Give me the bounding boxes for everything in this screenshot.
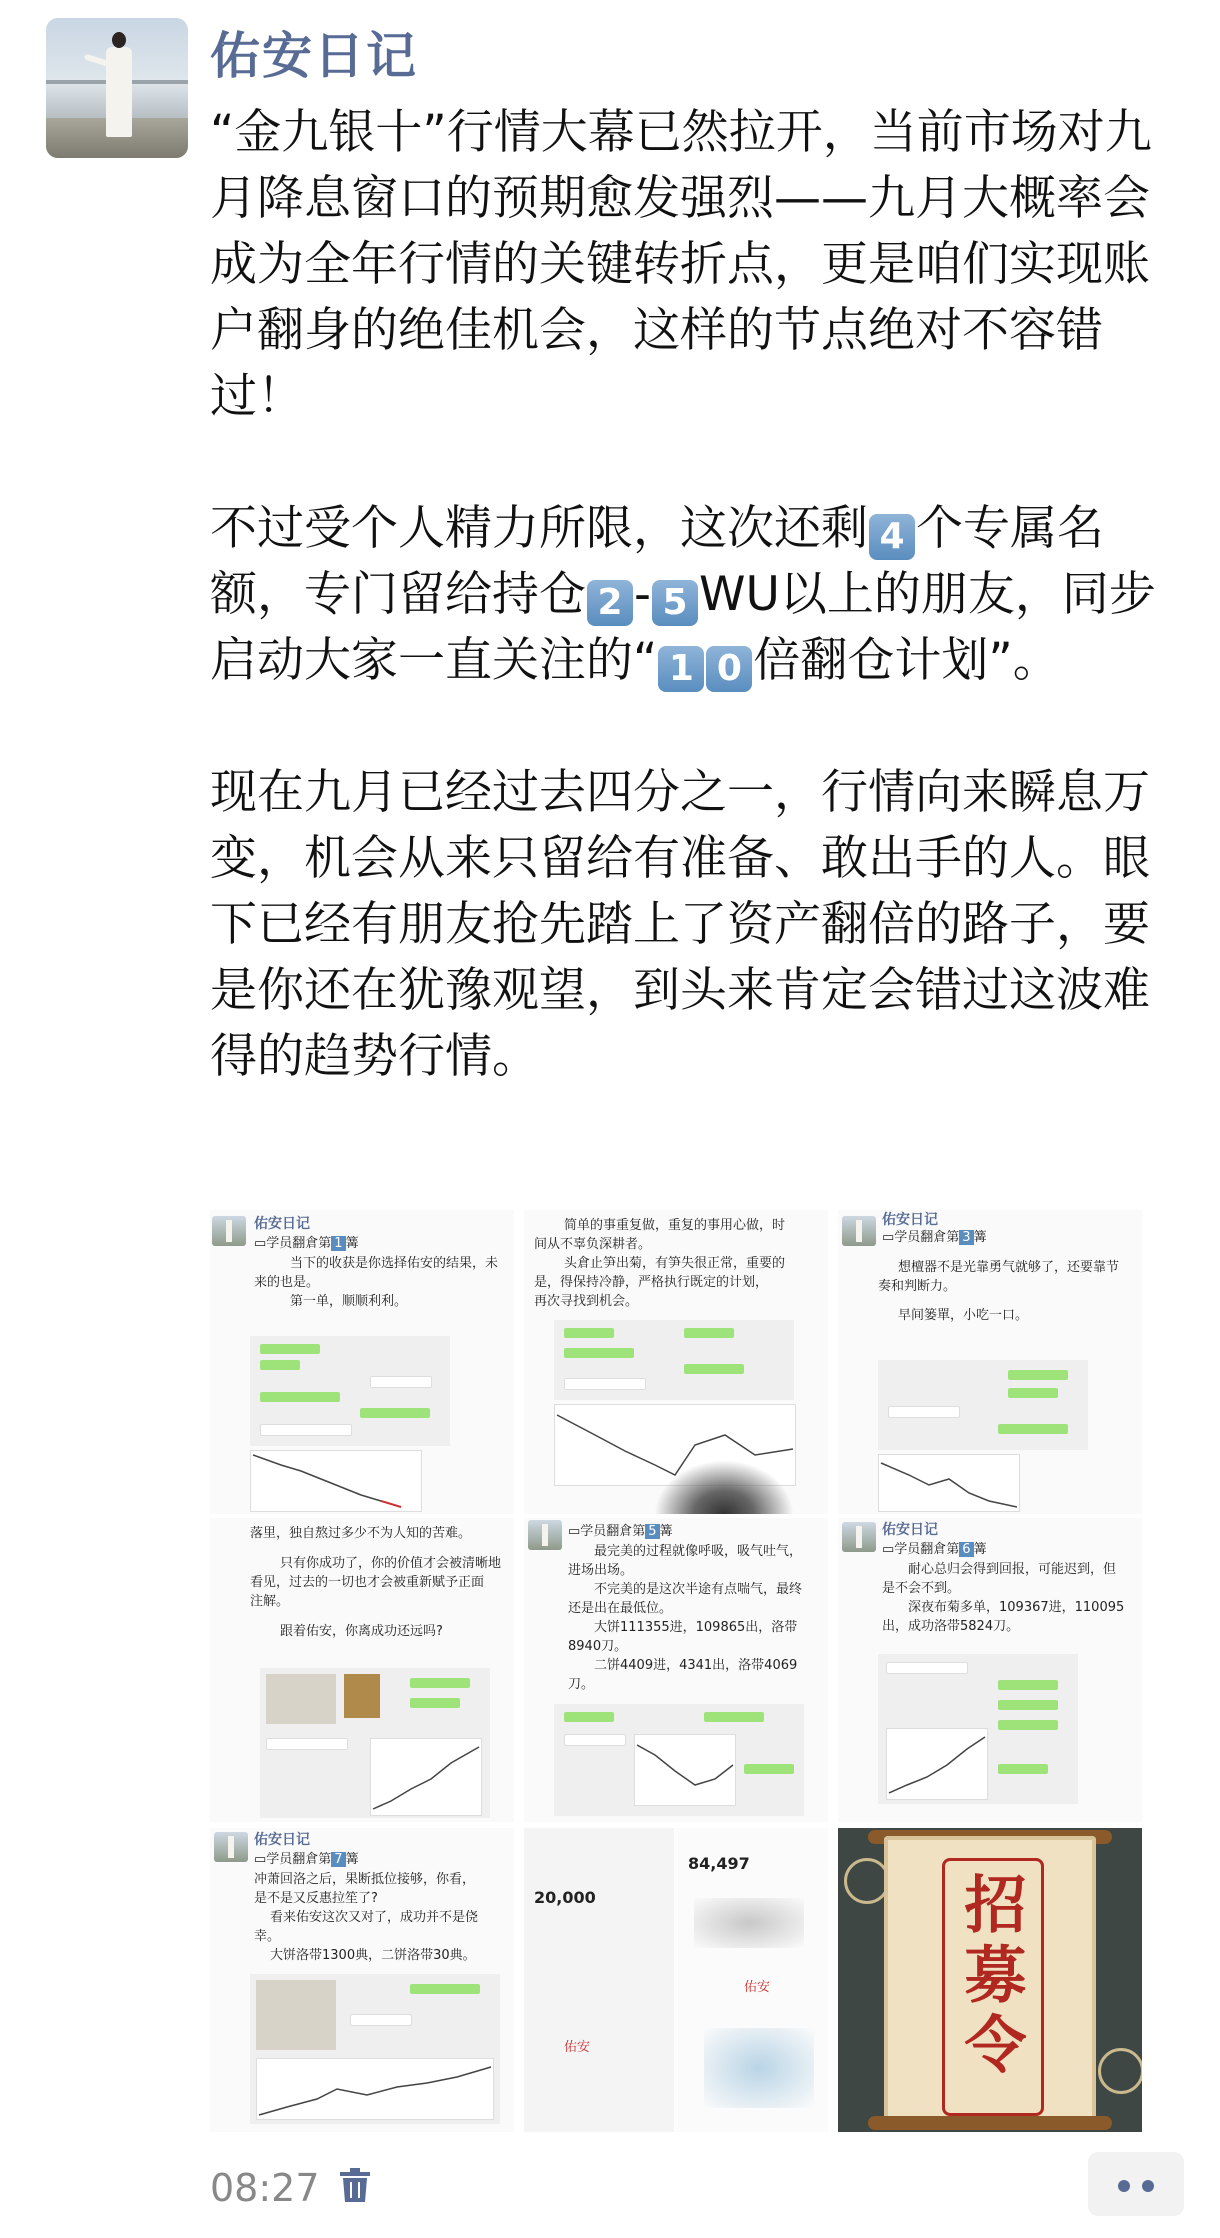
chat-bubble bbox=[1008, 1388, 1058, 1398]
tile-author: 佑安日记 bbox=[254, 1216, 310, 1232]
tile-title-prefix: ▭学员翻倉第 bbox=[254, 1852, 332, 1867]
tile-title-suffix: 篝 bbox=[659, 1524, 673, 1539]
image-thumbnail-6[interactable] bbox=[838, 1518, 1142, 1822]
wallet-screenshot-left bbox=[524, 1828, 674, 2132]
tile-title-num: 7 bbox=[331, 1852, 345, 1867]
tile-title bbox=[254, 1850, 359, 1869]
author-avatar[interactable] bbox=[46, 18, 188, 158]
tile-chat-screenshot bbox=[554, 1320, 794, 1400]
chat-bubble bbox=[684, 1328, 734, 1338]
tile-line: 深夜布菊多单，109367进，110095 bbox=[908, 1600, 1125, 1615]
tile-title bbox=[882, 1228, 987, 1247]
tile-line: 还是出在最低位。 bbox=[568, 1601, 673, 1616]
tile-title-num: 6 bbox=[959, 1542, 973, 1557]
tile-chat-screenshot bbox=[878, 1360, 1088, 1450]
tile-title-prefix: ▭学员翻倉第 bbox=[882, 1230, 960, 1245]
tile-line: 落里，独自熬过多少不为人知的苦难。 bbox=[250, 1526, 472, 1541]
tile-line: 大饼111355进，109865出，洛带 bbox=[594, 1620, 798, 1635]
tile-chat-screenshot bbox=[250, 1974, 500, 2124]
tile-line: 进场出场。 bbox=[568, 1563, 634, 1578]
tile-price-chart bbox=[878, 1454, 1020, 1512]
tile-line: 跟着佑安，你离成功还远吗? bbox=[280, 1624, 443, 1639]
chat-bubble bbox=[564, 1712, 614, 1722]
chat-bubble bbox=[260, 1344, 320, 1354]
paragraph-3-text: 现在九月已经过去四分之一，行情向来瞬息万变，机会从来只留给有准备、敢出手的人。眼下已经有朋友抢先踏上了资产翻倍的路子，要是你还在犹豫观望，到头来肯定会错过这波难得的趋势行情。 bbox=[210, 765, 1150, 1084]
tile-price-chart bbox=[256, 2058, 494, 2120]
tile-line: 看来佑安这次又对了，成功并不是侥 bbox=[270, 1910, 479, 1925]
more-dot bbox=[1142, 2180, 1154, 2192]
tile-title-prefix: ▭学员翻倉第 bbox=[882, 1542, 960, 1557]
image-thumbnail-4[interactable] bbox=[210, 1518, 514, 1822]
chat-bubble bbox=[998, 1700, 1058, 1710]
chart-line bbox=[879, 1455, 1019, 1511]
chart-line bbox=[257, 2059, 493, 2119]
chat-bubble bbox=[888, 1406, 960, 1418]
calligraphy-card bbox=[256, 1980, 336, 2050]
tile-line: 冲萧回洛之后，果断抵位接够，你看， bbox=[254, 1872, 476, 1887]
chat-bubble bbox=[998, 1680, 1058, 1690]
tile-avatar bbox=[842, 1522, 876, 1552]
keycap-digit: 0 bbox=[706, 646, 752, 692]
tile-chat-screenshot bbox=[554, 1704, 804, 1816]
chat-bubble bbox=[684, 1364, 744, 1374]
avatar-person bbox=[104, 32, 134, 138]
tile-line: 奏和判断力。 bbox=[878, 1279, 957, 1294]
image-grid bbox=[210, 1210, 1142, 2132]
chat-bubble bbox=[260, 1392, 340, 1402]
recruit-title: 招募令 bbox=[954, 1872, 1027, 2082]
tile-line: 第一单，顺顺利利。 bbox=[290, 1294, 408, 1309]
chat-bubble bbox=[564, 1328, 614, 1338]
chart-line bbox=[635, 1735, 735, 1805]
chart-line bbox=[887, 1729, 987, 1799]
tile-title-suffix: 篝 bbox=[973, 1542, 987, 1557]
ink-landscape bbox=[654, 1460, 794, 1514]
chat-bubble bbox=[704, 1712, 764, 1722]
paragraph-2-text-d: 倍翻仓计划”。 bbox=[753, 633, 1060, 688]
watermark-text: 佑安 bbox=[564, 2040, 591, 2055]
paragraph-2-text-c: WU以上的朋友，同步启动大家一直关注的“ bbox=[210, 567, 1156, 688]
post-paragraph-1 bbox=[210, 100, 1160, 430]
cloud-ornament bbox=[1098, 2048, 1142, 2094]
image-thumbnail-2[interactable] bbox=[524, 1210, 828, 1514]
chat-bubble bbox=[564, 1734, 626, 1746]
tile-title-prefix: ▭学员翻倉第 bbox=[568, 1524, 646, 1539]
blurred-area bbox=[704, 2028, 814, 2108]
image-thumbnail-7[interactable] bbox=[210, 1828, 514, 2132]
keycap-digit: 2 bbox=[587, 580, 633, 626]
scroll-rod bbox=[868, 2116, 1112, 2130]
tile-line: 幸。 bbox=[254, 1929, 281, 1944]
tile-avatar bbox=[214, 1832, 248, 1862]
author-name[interactable]: 佑安日记 bbox=[210, 27, 418, 85]
tile-price-chart bbox=[886, 1728, 988, 1800]
chat-bubble bbox=[564, 1348, 634, 1358]
chat-bubble bbox=[410, 1698, 460, 1708]
tile-line: 出，成功洛带5824刀。 bbox=[882, 1619, 1020, 1634]
tile-author: 佑安日记 bbox=[882, 1212, 938, 1228]
tile-line: 二饼4409进，4341出，洛带4069 bbox=[594, 1658, 798, 1673]
tile-title bbox=[568, 1522, 673, 1541]
wallet-balance: 20,000 bbox=[534, 1888, 596, 1907]
chat-bubble bbox=[370, 1376, 432, 1388]
photo-thumbnail bbox=[344, 1674, 380, 1718]
watermark-text: 佑安 bbox=[744, 1980, 771, 1995]
chat-bubble bbox=[350, 2014, 412, 2026]
image-thumbnail-1[interactable] bbox=[210, 1210, 514, 1514]
blurred-area bbox=[694, 1898, 804, 1948]
tile-line: 看见，过去的一切也才会被重新赋予正面 bbox=[250, 1575, 485, 1590]
post-text bbox=[210, 100, 1160, 1156]
chat-bubble bbox=[1008, 1370, 1068, 1380]
more-dot bbox=[1118, 2180, 1130, 2192]
tile-line: 再次寻找到机会。 bbox=[534, 1294, 639, 1309]
tile-line: 是，得保持冷静，严格执行既定的计划， bbox=[534, 1275, 769, 1290]
keycap-digit: 4 bbox=[869, 514, 915, 560]
wallet-balance: 84,497 bbox=[688, 1854, 750, 1873]
tile-line: 简单的事重复做，重复的事用心做，时 bbox=[564, 1218, 786, 1233]
post-paragraph-3 bbox=[210, 760, 1160, 1090]
chat-bubble bbox=[998, 1424, 1068, 1434]
chat-bubble bbox=[266, 1738, 348, 1750]
tile-title-num: 1 bbox=[331, 1236, 345, 1251]
tile-line: 刀。 bbox=[568, 1677, 595, 1692]
post-paragraph-2 bbox=[210, 496, 1160, 694]
image-thumbnail-8[interactable] bbox=[524, 1828, 828, 2132]
calligraphy-card bbox=[266, 1674, 336, 1724]
chart-line bbox=[371, 1739, 481, 1815]
tile-line: 早间篓單，小吃一口。 bbox=[898, 1308, 1029, 1323]
tile-line: 只有你成功了，你的价值才会被清晰地 bbox=[280, 1556, 502, 1571]
tile-avatar bbox=[528, 1520, 562, 1550]
tile-title-suffix: 篝 bbox=[345, 1236, 359, 1251]
keycap-digit: 1 bbox=[658, 646, 704, 692]
scroll-paper bbox=[884, 1836, 1096, 2124]
tile-title bbox=[882, 1540, 987, 1559]
chat-bubble bbox=[410, 1678, 470, 1688]
tile-line: 大饼洛带1300典，二饼洛带30典。 bbox=[270, 1948, 476, 1963]
post-time: 08:27 bbox=[210, 2166, 320, 2210]
tile-title-num: 5 bbox=[645, 1524, 659, 1539]
tile-price-chart bbox=[250, 1450, 422, 1512]
tile-line: 想檀器不是光靠勇气就够了，还要靠节 bbox=[898, 1260, 1120, 1275]
tile-line: 间从不辜负深耕者。 bbox=[534, 1237, 652, 1252]
tile-line: 最完美的过程就像呼吸，吸气吐气， bbox=[594, 1544, 803, 1559]
keycap-digit: 5 bbox=[652, 580, 698, 626]
tile-price-chart bbox=[634, 1734, 736, 1806]
tile-title-suffix: 篝 bbox=[973, 1230, 987, 1245]
chart-line bbox=[251, 1451, 421, 1511]
tile-price-chart bbox=[370, 1738, 482, 1816]
tile-line: 来的也是。 bbox=[254, 1275, 320, 1290]
chat-bubble bbox=[410, 1984, 480, 1994]
tile-title-suffix: 篝 bbox=[345, 1852, 359, 1867]
tile-line: 是不会不到。 bbox=[882, 1581, 961, 1596]
paragraph-2-text-b: 个专属名额，专门留给持仓 bbox=[210, 501, 1104, 622]
chat-bubble bbox=[998, 1764, 1048, 1774]
tile-line: 不完美的是这次半途有点喘气，最终 bbox=[594, 1582, 803, 1597]
more-icon[interactable] bbox=[1088, 2152, 1184, 2216]
tile-line: 是不是又反惠拉笙了? bbox=[254, 1891, 378, 1906]
tile-chat-screenshot bbox=[260, 1668, 490, 1818]
tile-title-num: 3 bbox=[959, 1230, 973, 1245]
tile-line: 头倉止笋出菊，有笋失很正常，重要的 bbox=[564, 1256, 786, 1271]
tile-avatar bbox=[842, 1216, 876, 1246]
tile-line: 耐心总归会得到回报，可能迟到，但 bbox=[908, 1562, 1117, 1577]
paragraph-2-dash: - bbox=[634, 567, 651, 622]
tile-line: 8940刀。 bbox=[568, 1639, 628, 1654]
image-thumbnail-3[interactable] bbox=[838, 1210, 1142, 1514]
tile-line: 当下的收获是你选择佑安的结果，未 bbox=[290, 1256, 499, 1271]
chat-bubble bbox=[260, 1424, 352, 1436]
chat-bubble bbox=[998, 1720, 1058, 1730]
tile-line: 注解。 bbox=[250, 1594, 290, 1609]
tile-author: 佑安日记 bbox=[882, 1522, 938, 1538]
tile-title bbox=[254, 1234, 359, 1253]
paragraph-2-text-a: 不过受个人精力所限，这次还剩 bbox=[210, 501, 868, 556]
image-thumbnail-5[interactable] bbox=[524, 1518, 828, 1822]
chat-bubble bbox=[744, 1764, 794, 1774]
trash-icon[interactable] bbox=[338, 2168, 372, 2204]
tile-avatar bbox=[212, 1216, 246, 1246]
tile-chat-screenshot bbox=[878, 1654, 1078, 1804]
image-thumbnail-9[interactable] bbox=[838, 1828, 1142, 2132]
chat-bubble bbox=[886, 1662, 968, 1674]
tile-author: 佑安日记 bbox=[254, 1832, 310, 1848]
chat-bubble bbox=[360, 1408, 430, 1418]
chat-bubble bbox=[564, 1378, 646, 1390]
paragraph-1-text: “金九银十”行情大幕已然拉开，当前市场对九月降息窗口的预期愈发强烈——九月大概率会成为全年行情的关键转折点，更是咱们实现账户翻身的绝佳机会，这样的节点绝对不容错过！ bbox=[210, 105, 1152, 424]
tile-chat-screenshot bbox=[250, 1336, 450, 1446]
chat-bubble bbox=[260, 1360, 300, 1370]
tile-title-prefix: ▭学员翻倉第 bbox=[254, 1236, 332, 1251]
